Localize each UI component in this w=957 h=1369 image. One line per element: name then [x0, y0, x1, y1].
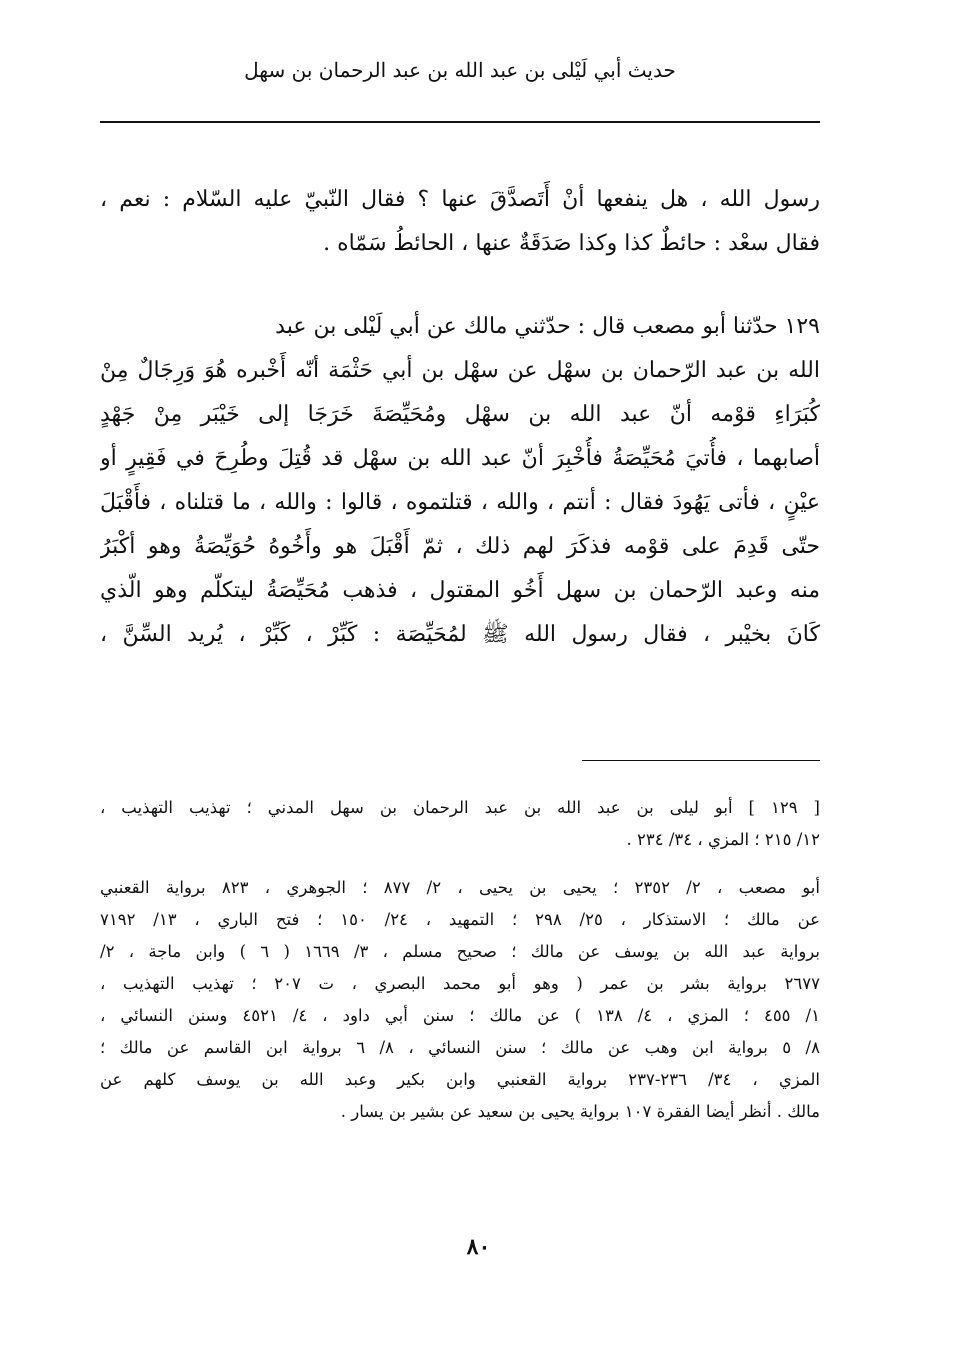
text-line: ١٢٩ حدّثنا أبو مصعب قال : حدّثني مالك عن أبي لَيْلى بن عبد	[275, 314, 820, 339]
text-line: أصابهما ، فأُتيَ مُحَيِّصَةُ فأُخْبِرَ أنّ عبد الله بن سهْل قد قُتِلَ وطُرِحَ في فَقِيرٍ أو	[100, 446, 820, 471]
footnote-line: أبو مصعب ، ٢/ ٢٣٥٢ ؛ يحيى بن يحيى ، ٢/ ٨٧٧ ؛ الجوهري ، ٨٢٣ برواية القعنبي	[100, 878, 820, 897]
footnote-line: برواية عبد الله بن يوسف عن مالك ؛ صحيح مسلم ، ٣/ ١٦٦٩ ( ٦ ) وابن ماجة ، ٢/	[100, 942, 820, 961]
footnote-line: ١٢/ ٢١٥ ؛ المزي ، ٣٤/ ٢٣٤ .	[626, 830, 820, 849]
text-line: فقال سعْد : حائطٌ كذا وكذا صَدَقَةٌ عنها ، الحائطُ سَمّاه .	[323, 231, 820, 256]
text-line: عيْنٍ ، فأتى يَهُودَ فقال : أنتم ، والله ، قتلتموه ، قالوا : والله ، ما قتلناه ، فأَقْبَلَ	[100, 490, 820, 515]
text-line: كَانَ بخيْبر ، فقال رسول الله ﷺ لمُحَيِّصَة : كَبِّرْ ، كَبِّرْ ، يُريد السِّنَّ ،	[100, 622, 820, 647]
hadith-129-paragraph	[100, 305, 820, 657]
page-number: ٨٠	[466, 1234, 491, 1260]
continued-paragraph	[100, 178, 820, 266]
footnote-line: ٢٦٧٧ برواية بشر بن عمر ( وهو أبو محمد البصري ، ت ٢٠٧ ؛ تهذيب التهذيب ،	[100, 974, 820, 993]
footnote-narrator	[100, 792, 820, 856]
footnote-line: مالك . أنظر أيضا الفقرة ١٠٧ برواية يحيى بن سعيد عن بشير بن يسار .	[340, 1102, 820, 1121]
text-line: منه وعبد الرّحمان بن سهل أَخُو المقتول ، فذهب مُحَيِّصَةُ ليتكلّم وهو الّذي	[100, 578, 820, 603]
footnote-line: ١/ ٤٥٥ ؛ المزي ، ٤/ ١٣٨ ) عن مالك ؛ سنن أبي داود ، ٤/ ٤٥٢١ وسنن النسائي ،	[100, 1006, 820, 1025]
footnote-line: عن مالك ؛ الاستذكار ، ٢٥/ ٢٩٨ ؛ التمهيد ، ٢٤/ ١٥٠ ؛ فتح الباري ، ١٣/ ٧١٩٢	[100, 910, 820, 929]
header-rule	[100, 121, 820, 123]
text-line: حتّى قَدِمَ على قوْمه فذكَرَ لهم ذلك ، ثمّ أَقْبَلَ هو وأَخُوهُ حُوَيِّصَةُ وهو أكْبَرُ	[100, 534, 820, 559]
footnote-line: المزي ، ٣٤/ ٢٣٦-٢٣٧ برواية القعنبي وابن بكير وعبد الله بن يوسف كلهم عن	[100, 1070, 820, 1089]
footnote-line: [ ١٢٩ ] أبو ليلى بن عبد الله بن عبد الرحمان بن سهل المدني ؛ تهذيب التهذيب ،	[100, 798, 820, 817]
text-line: رسول الله ، هل ينفعها أنْ أَتَصدَّقَ عنها ؟ فقال النّبيّ عليه السّلام : نعم ،	[100, 187, 820, 212]
footnote-line: ٨/ ٥ برواية ابن وهب عن مالك ؛ سنن النسائي ، ٨/ ٦ برواية ابن القاسم عن مالك ؛	[100, 1038, 820, 1057]
footnote-sources	[100, 872, 820, 1128]
running-header: حديث أبي لَيْلى بن عبد الله بن عبد الرحمان بن سهل	[244, 58, 676, 82]
text-line: الله بن عبد الرّحمان بن سهْل عن سهْل بن أبي حَثْمَة أنّه أَخْبره هُوَ وَرِجَالٌ مِنْ	[100, 358, 820, 383]
text-line: كُبَرَاءِ قوْمه أنّ عبد الله بن سهْل ومُحَيِّصَةَ خَرَجَا إلى خَيْبَر مِنْ جَهْدٍ	[100, 402, 820, 427]
footnote-rule	[582, 760, 820, 761]
